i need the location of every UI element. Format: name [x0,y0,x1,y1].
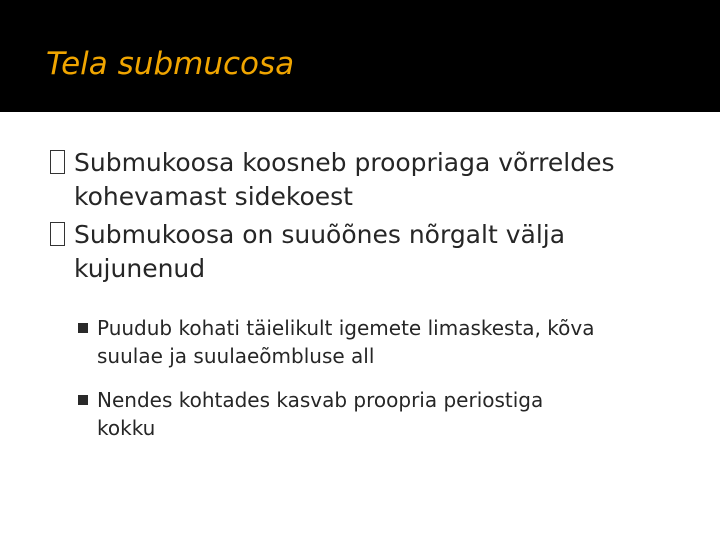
bullet-line: Nendes kohtades kasvab proopria periostiga [97,388,544,412]
bullet-line: kokku [97,416,156,440]
bullet-square-icon [50,150,65,174]
bullet-line: Submukoosa koosneb proopriaga võrreldes [74,148,615,177]
bullet-text [75,218,695,286]
bullet-filled-square-icon [78,395,88,405]
bullet-line: Submukoosa on suuõõnes nõrgalt välja [74,220,566,249]
sub-bullet-text [97,314,687,370]
bullet-line: kohevamast sidekoest [74,182,353,211]
bullet-line: suulae ja suulaeõmbluse all [97,344,375,368]
bullet-line: kujunenud [74,254,206,283]
title-band [0,0,720,112]
slide-title: Tela submucosa [46,46,295,82]
sub-bullet-text [97,386,687,442]
bullet-filled-square-icon [78,323,88,333]
bullet-text [75,146,695,214]
bullet-square-icon [50,222,65,246]
bullet-line: Puudub kohati täielikult igemete limaskesta, kõva [97,316,595,340]
